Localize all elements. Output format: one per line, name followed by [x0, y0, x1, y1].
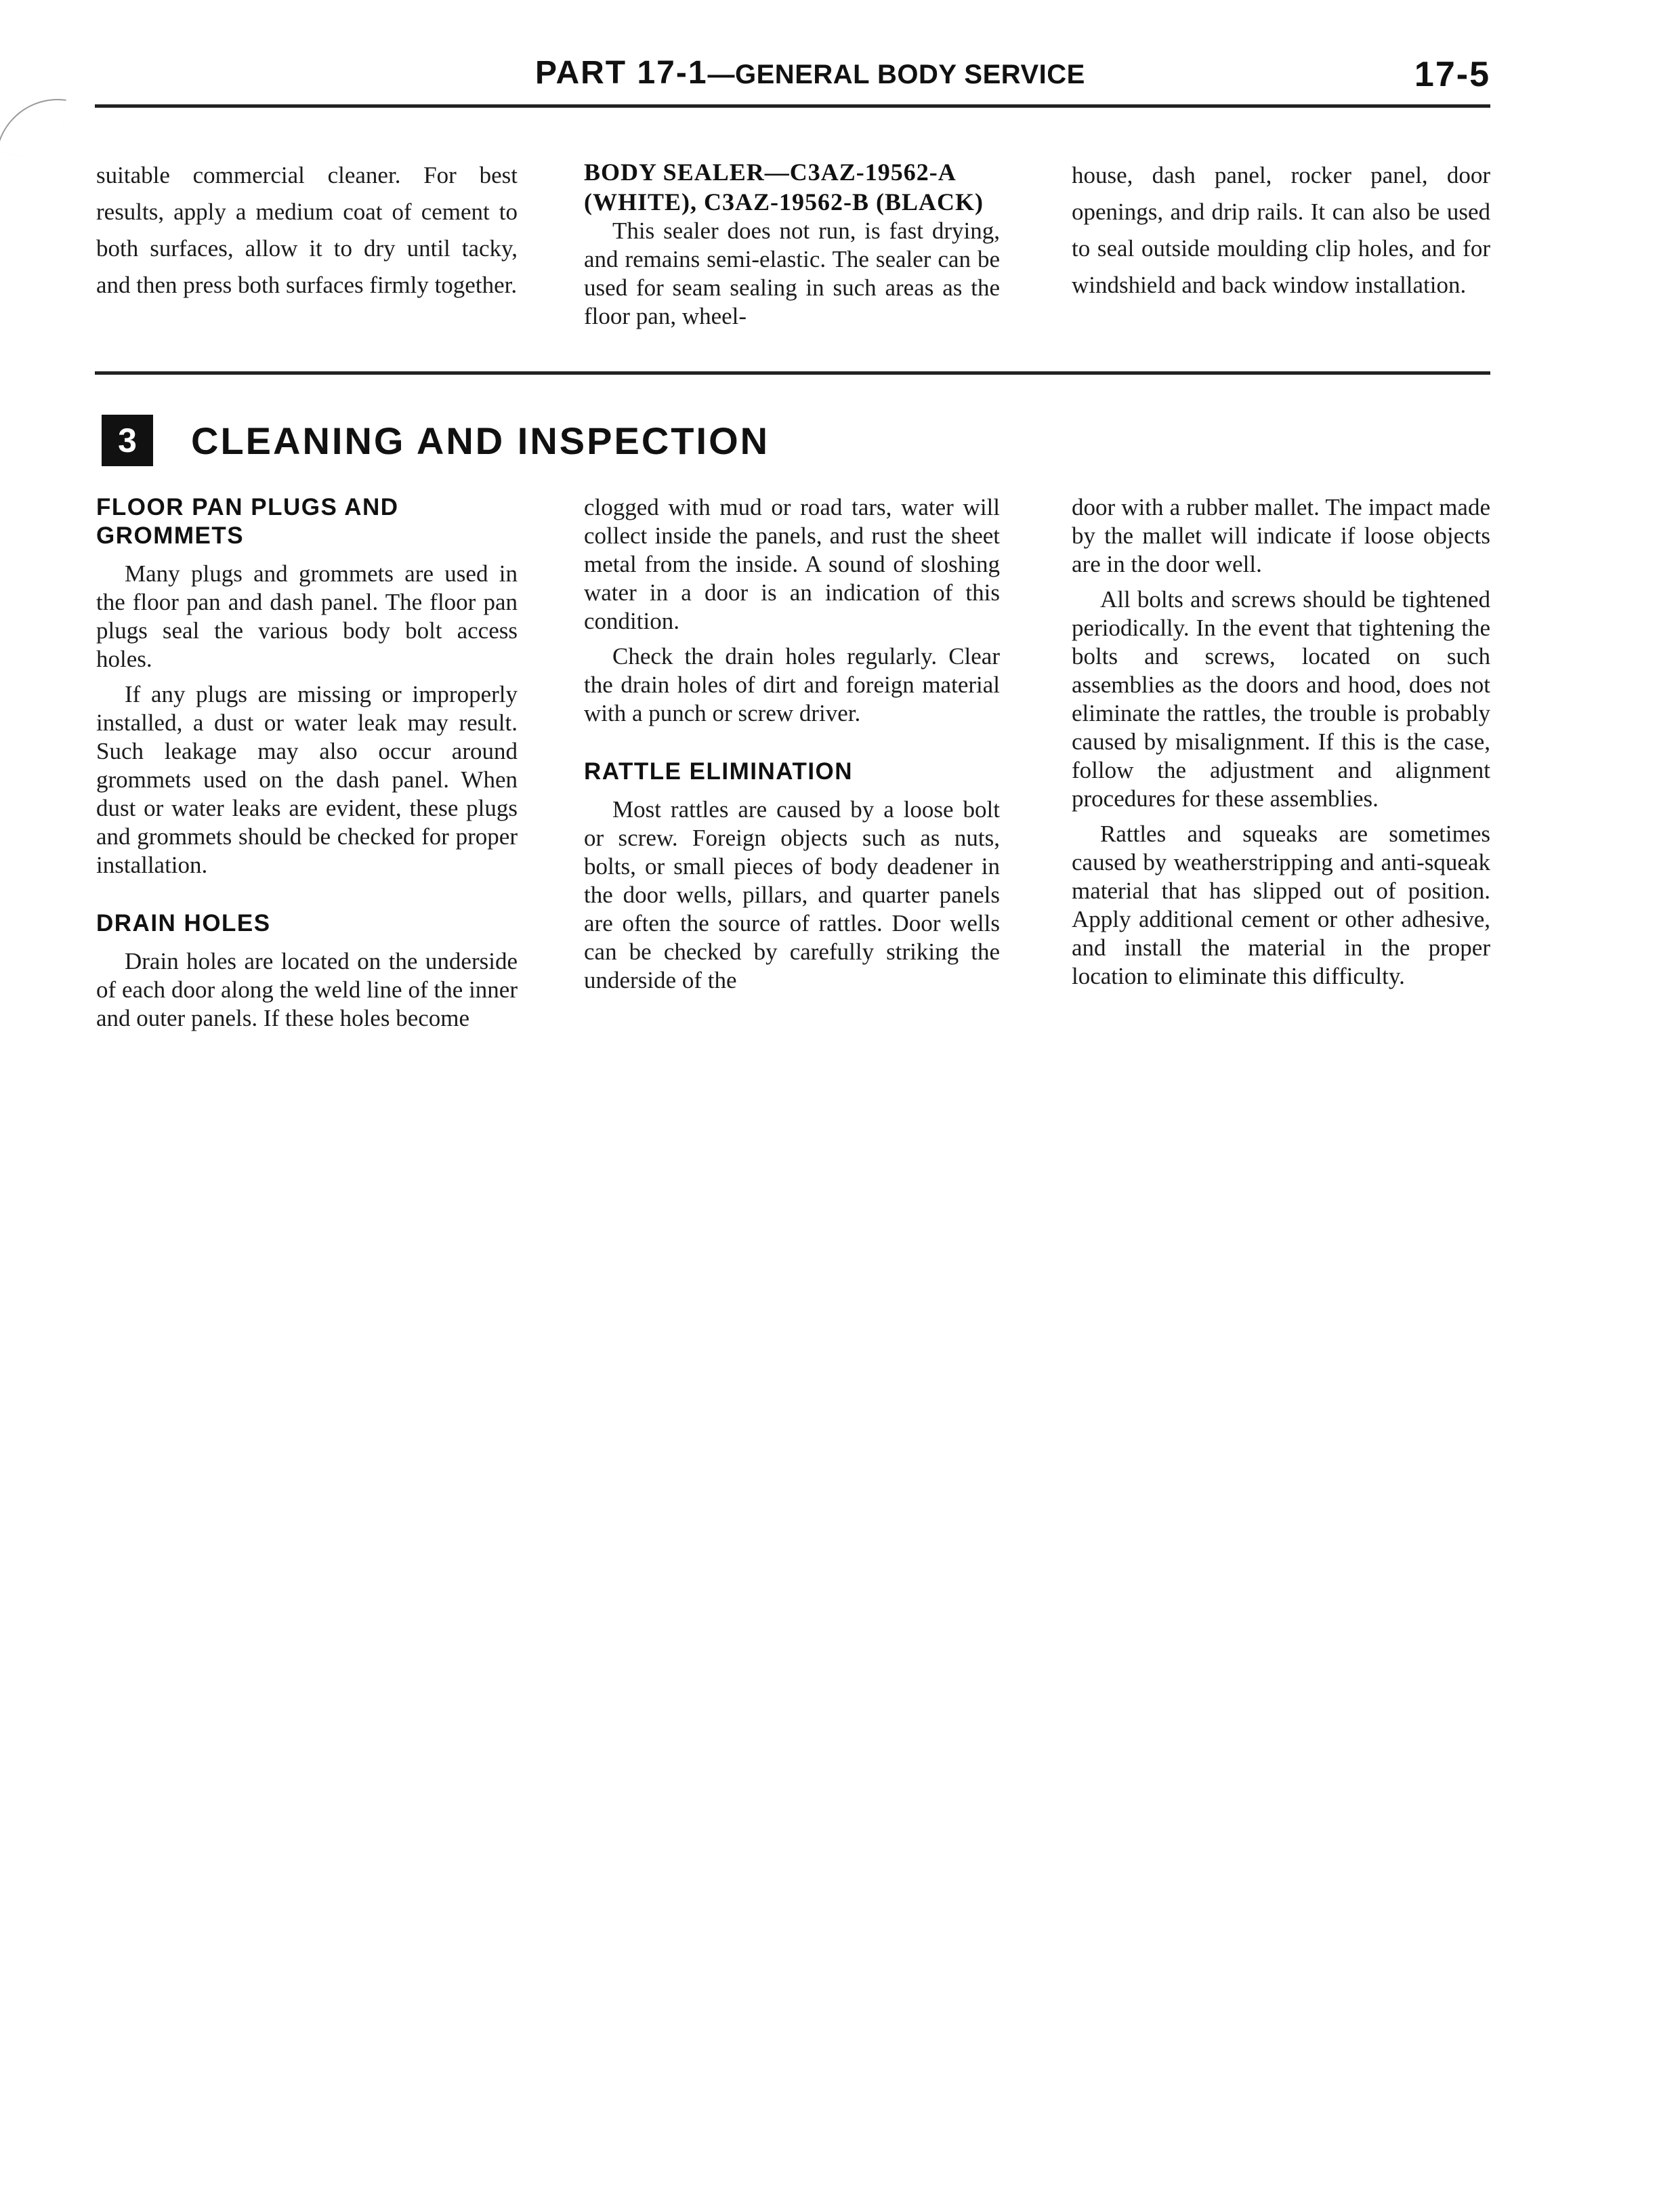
- page-number: 17-5: [1414, 55, 1490, 94]
- paragraph: Drain holes are located on the underside of each door along the weld line of the inner and outer panels. If these holes become: [96, 948, 518, 1031]
- paragraph: house, dash panel, rocker panel, door openings, and drip rails. It can also be used to seal outside moulding clip holes, and for windshield and back window installation.: [1072, 162, 1490, 298]
- section-title: CLEANING AND INSPECTION: [191, 419, 770, 462]
- paragraph: This sealer does not run, is fast drying, and remains semi-elastic. The sealer can be used for seam sealing in such areas as the floor pan, wheel-: [584, 218, 1000, 329]
- page-header: [95, 54, 1490, 108]
- header-rule: [95, 104, 1490, 108]
- column-1: [96, 493, 518, 1039]
- column-2: [584, 493, 1000, 1002]
- section-rule: [95, 371, 1490, 375]
- running-title-part: PART 17-1: [535, 55, 708, 91]
- paragraph: Check the drain holes regularly. Clear the drain holes of dirt and foreign material with a punch or screw driver.: [584, 643, 1000, 726]
- top-column-3: [1072, 157, 1490, 304]
- column-3: [1072, 493, 1490, 997]
- running-title: [535, 54, 1085, 91]
- paragraph: clogged with mud or road tars, water will collect inside the panels, and rust the sheet metal from the inside. A sound of sloshing water in a door is an indication of this condition.: [584, 494, 1000, 634]
- paragraph: If any plugs are missing or improperly installed, a dust or water leak may result. Such leakage may also occur around grommets used on the dash panel. When dust or water leaks are evident, these plugs and grommets should be checked for proper installation.: [96, 681, 518, 878]
- paragraph: All bolts and screws should be tightened periodically. In the event that tightening the bolts and screws, located on such assemblies as the doors and hood, does not eliminate the rattles, the trouble is probably caused by misalignment. If this is the case, follow the adjustment and alignment procedures for these assemblies.: [1072, 586, 1490, 812]
- section-heading: [102, 417, 770, 464]
- paragraph: Many plugs and grommets are used in the floor pan and dash panel. The floor pan plugs seal the various body bolt access holes.: [96, 560, 518, 672]
- running-title-subject: —GENERAL BODY SERVICE: [707, 60, 1085, 89]
- top-column-1: [96, 157, 518, 304]
- paragraph: Most rattles are caused by a loose bolt or screw. Foreign objects such as nuts, bolts, or small pieces of body deadener in the door wells, pillars, and quarter panels are often the source of rattles. Door wells can be checked by carefully striking the underside of the: [584, 796, 1000, 993]
- paragraph: door with a rubber mallet. The impact made by the mallet will indicate if loose objects are in the door well.: [1072, 494, 1490, 577]
- drain-holes-heading: DRAIN HOLES: [96, 910, 271, 936]
- rattle-elimination-heading: RATTLE ELIMINATION: [584, 758, 854, 785]
- body-sealer-heading: BODY SEALER—C3AZ-19562-A (WHITE), C3AZ-19562-B (BLACK): [584, 159, 984, 215]
- section-number-badge: 3: [102, 415, 153, 466]
- page-corner-mark: [0, 91, 66, 161]
- paragraph: suitable commercial cleaner. For best results, apply a medium coat of cement to both surfaces, allow it to dry until tacky, and then press both surfaces firmly together.: [96, 162, 518, 298]
- top-column-2: [584, 157, 1000, 331]
- floor-pan-heading: FLOOR PAN PLUGS AND GROMMETS: [96, 494, 399, 549]
- paragraph: Rattles and squeaks are sometimes caused by weatherstripping and anti-squeak material that has slipped out of position. Apply additional cement or other adhesive, and install the material in the proper location to eliminate this difficulty.: [1072, 821, 1490, 989]
